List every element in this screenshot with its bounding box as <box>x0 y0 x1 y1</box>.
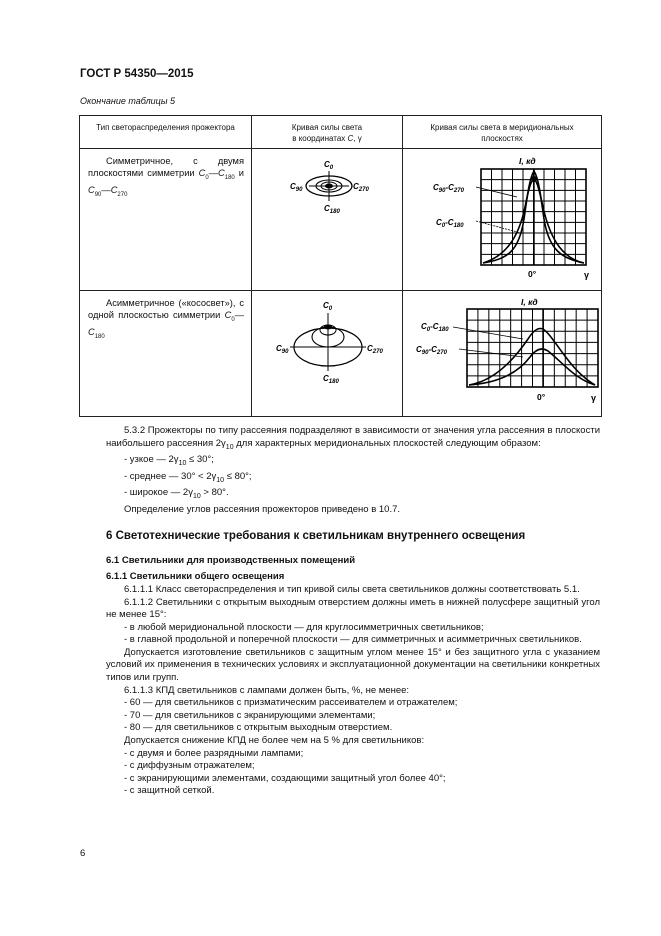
list-item: - в главной продольной и поперечной плоскости — для симметричных и асимметричных светильников. <box>124 634 582 646</box>
list-item: - с защитной сеткой. <box>124 785 215 797</box>
curve-label-a: $C_{90}-C_{270}$ <box>433 183 464 194</box>
list-item: - с экранирующими элементами, создающими защитный угол более 40°; <box>124 772 446 784</box>
curve-label-b: $C_{90}-C_{270}$ <box>416 345 447 356</box>
body-text <box>106 425 600 798</box>
grid <box>467 309 598 387</box>
row1-meridional-chart <box>403 149 602 291</box>
curve-label-b: $C_0-C_{180}$ <box>436 218 464 229</box>
paragraph-6-1-1-1: 6.1.1.1 Класс светораспределения и тип кривой силы света светильников должны соответствовать 5.1. <box>124 583 580 595</box>
table-caption: Окончание таблицы 5 <box>80 96 175 106</box>
curve-label-a: $C_0-C_{180}$ <box>421 322 449 333</box>
table-row <box>80 149 602 291</box>
polar-label-c270: $C_{270}$ <box>367 344 383 355</box>
paragraph: Определение углов рассеяния прожекторов приведено в 10.7. <box>124 503 401 515</box>
section-6-1-heading: 6.1 Светильники для производственных помещений <box>106 554 356 566</box>
polar-label-c180: $C_{180}$ <box>323 374 339 385</box>
list-item: - в любой меридиональной плоскости — для круглосимметричных светильников; <box>124 621 484 633</box>
x-axis-gamma: γ <box>591 393 597 403</box>
section-6-1-1-heading: 6.1.1 Светильники общего освещения <box>106 571 285 583</box>
table-5 <box>79 115 602 417</box>
polar-diagram-symmetric <box>252 149 402 285</box>
table-header-row <box>80 116 602 149</box>
list-item: - 80 — для светильников с открытым выходным отверстием. <box>124 722 393 734</box>
row2-description: Асимметричное («кососвет»), с одной плоскостью симметрии $C_0—C_{180}$ <box>80 291 252 417</box>
list-item: - узкое — $2\gamma_{10} \le 30^\circ$; <box>124 454 214 467</box>
x-axis-gamma: γ <box>584 270 590 280</box>
polar-diagram-asymmetric <box>252 291 402 411</box>
polar-label-c0: $C_0$ <box>323 301 333 312</box>
meridional-chart-symmetric <box>403 149 601 285</box>
polar-label-c90: $C_{90}$ <box>276 344 289 355</box>
list-item: - с диффузным отражателем; <box>124 760 255 772</box>
polar-label-c180: $C_{180}$ <box>324 204 340 215</box>
paragraph: Допускается изготовление светильников с защитным углом менее 15° и без защитного угла с указанием условий их применения в технических условиях и эксплуатационной документации на светильники конкретных типов или групп. <box>106 646 600 684</box>
section-6-heading: 6 Светотехнические требования к светильникам внутреннего освещения <box>106 530 526 543</box>
y-axis-label: I, кд <box>519 156 536 166</box>
meridional-chart-asymmetric <box>403 291 601 411</box>
col-header-polar: Кривая силы света в координатах C, γ <box>252 116 403 149</box>
paragraph-6-1-1-3: 6.1.1.3 КПД светильников с лампами должен быть, %, не менее: <box>124 684 410 696</box>
x-axis-zero: 0° <box>528 269 537 279</box>
polar-label-c0: $C_0$ <box>324 160 334 171</box>
y-axis-label: I, кд <box>521 297 538 307</box>
document-header: ГОСТ Р 54350—2015 <box>80 68 194 80</box>
list-item: - 70 — для светильников с экранирующими элементами; <box>124 709 376 721</box>
col-header-meridional: Кривая силы света в меридиональных плоскостях <box>403 116 602 149</box>
list-item: - широкое — $2\gamma_{10} > 80^\circ$. <box>124 487 229 500</box>
list-item: - 60 — для светильников с призматическим рассеивателем и отражателем; <box>124 697 458 709</box>
paragraph-6-1-1-2: 6.1.1.2 Светильники с открытым выходным отверстием должны иметь в нижней полусфере защитный угол не менее 15°: <box>106 596 600 621</box>
x-axis-zero: 0° <box>537 392 546 402</box>
list-item: - среднее — $30^\circ < 2\gamma_{10} \le 80^\circ$; <box>124 470 252 484</box>
row2-polar-diagram <box>252 291 403 417</box>
page-number: 6 <box>80 848 86 859</box>
list-item: - с двумя и более разрядными лампами; <box>124 747 304 759</box>
row1-description: Симметричное, с двумя плоскостями симметрии $C_0—C_{180}$ и $C_{90}—C_{270}$ <box>80 149 252 291</box>
paragraph-5-3-2: 5.3.2 Прожекторы по типу рассеяния подразделяют в зависимости от значения угла рассеяния в плоскости наибольшего рассеяния $2\gamma_{10}$ для характерных меридиональных плоскостей следующим образом: <box>106 425 600 451</box>
polar-label-c90: $C_{90}$ <box>290 182 303 193</box>
table-row <box>80 291 602 417</box>
col-header-type: Тип светораспределения прожектора <box>80 116 252 149</box>
polar-label-c270: $C_{270}$ <box>353 182 369 193</box>
paragraph: Допускается снижение КПД не более чем на 5 % для светильников: <box>124 735 425 747</box>
row1-polar-diagram <box>252 149 403 291</box>
row2-meridional-chart <box>403 291 602 417</box>
